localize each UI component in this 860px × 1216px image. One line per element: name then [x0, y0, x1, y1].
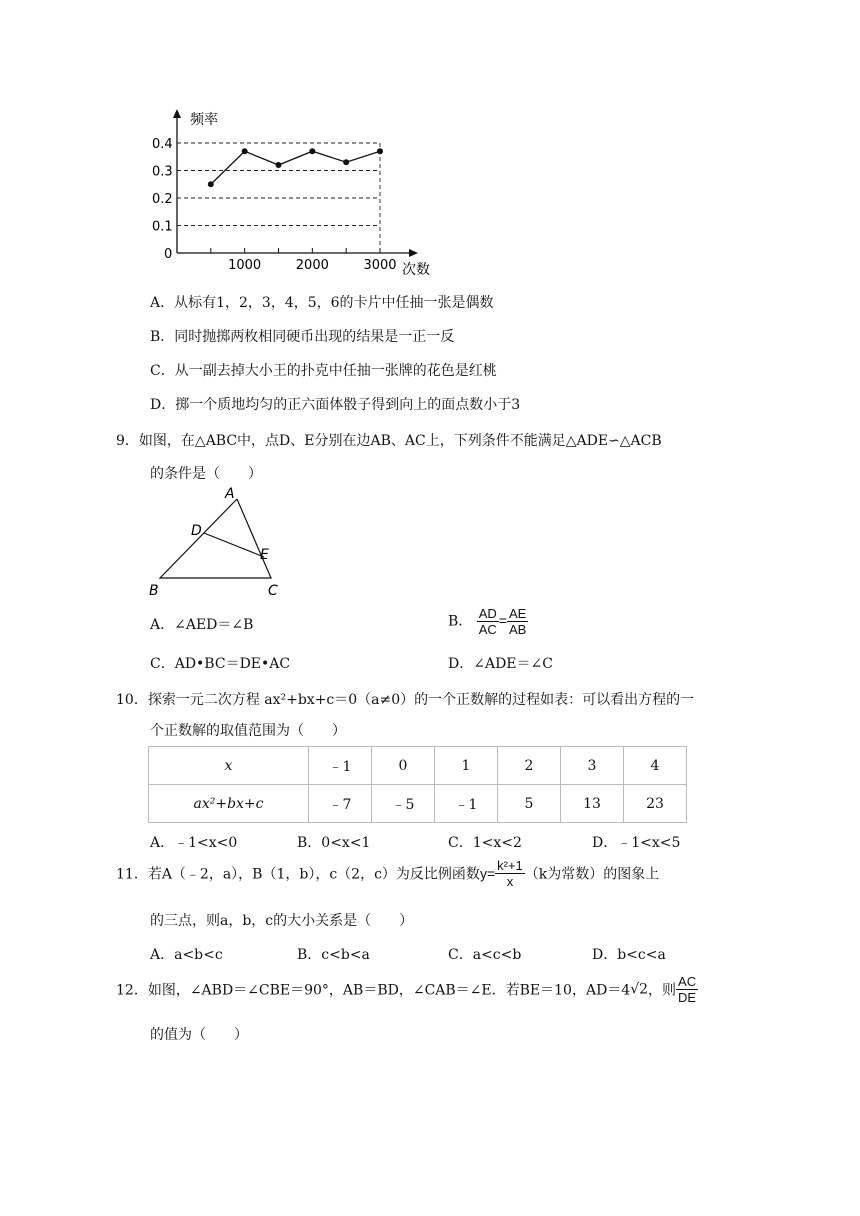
q8-option-b: B．同时抛掷两枚相同硬币出现的结果是一正一反: [150, 329, 455, 345]
q9-option-a: A．∠AED＝∠B: [150, 617, 254, 633]
data-point: [276, 162, 282, 168]
q9-stem-line1: [116, 430, 662, 450]
y-tick-label: 0: [164, 247, 173, 262]
table-head-x: x: [149, 747, 309, 785]
table-cell: 0: [372, 747, 435, 785]
label-e: E: [260, 547, 269, 563]
table-cell: 2: [498, 747, 561, 785]
q11-option-c: C．a<c<b: [448, 947, 522, 963]
q8-option-a: A．从标有1，2，3，4，5，6的卡片中任抽一张是偶数: [150, 295, 494, 311]
q10-stem-line1: 10．探索一元二次方程 ax²+bx+c＝0（a≠0）的一个正数解的过程如表：可以看出方程的一: [116, 692, 695, 708]
q9-option-d: D．∠ADE＝∠C: [448, 656, 553, 672]
y-tick-label: 0.4: [152, 137, 173, 152]
equals-sign: =: [498, 612, 507, 629]
q11-option-a: A．a<b<c: [150, 947, 223, 963]
table-cell: ﹣7: [309, 785, 372, 823]
q11-stem-line1: [116, 858, 659, 889]
q8-option-c: C．从一副去掉大小王的扑克中任抽一张牌的花色是红桃: [150, 363, 497, 379]
triangle-abc: [160, 499, 271, 578]
data-point: [343, 159, 349, 165]
y-axis-label: 频率: [190, 112, 218, 128]
frequency-chart: [140, 104, 460, 284]
q10-stem-line2: 个正数解的取值范围为（ ）: [150, 723, 346, 739]
segment-de: [204, 533, 264, 557]
fraction-ad-ac: $\frac{AD}{AC}$: [478, 606, 497, 637]
y-tick-label: 0.3: [152, 164, 173, 180]
q9-number: 9．: [116, 433, 139, 449]
q11-text-pre: 11．若A（﹣2，a），B（1，b），c（2，c）为反比例函数: [116, 866, 480, 883]
values-table: [148, 746, 687, 823]
x-axis-label: 次数: [402, 262, 430, 278]
table-row: [149, 747, 687, 785]
q9-text: 如图，在△ABC中，点D、E分别在边AB、AC上，下列条件不能满足△ADE∽△ACB: [138, 433, 662, 449]
table-cell: 3: [561, 747, 624, 785]
q12-text-mid: ，则: [648, 982, 677, 999]
table-row: [149, 785, 687, 823]
q9-option-b: [448, 606, 528, 637]
q12-stem-line1: [116, 974, 698, 1005]
label-b: B: [149, 583, 159, 599]
series-line: [211, 151, 380, 184]
q10-option-d: D．﹣1<x<5: [592, 835, 681, 851]
y-tick-label: 0.2: [152, 192, 173, 207]
label-d: D: [191, 523, 202, 539]
x-tick-label: 2000: [295, 258, 329, 273]
q9-option-b-prefix: B．: [448, 613, 473, 630]
q11-y-eq: y=: [479, 865, 496, 882]
fraction-ac-de: $\frac{AC}{DE}$: [678, 974, 697, 1005]
data-point: [208, 181, 214, 187]
table-head-expr: ax²+bx+c: [149, 785, 309, 823]
q9-stem-line2: 的条件是（ ）: [150, 466, 262, 482]
q9-option-c: C．AD•BC＝DE•AC: [150, 656, 291, 672]
sqrt-2: √2: [630, 981, 649, 998]
x-tick-label: 1000: [228, 258, 262, 273]
fraction-k2plus1-over-x: $\frac{\text{k²+1}}{x}$: [497, 858, 523, 889]
table-cell: 5: [498, 785, 561, 823]
data-point: [377, 148, 383, 154]
x-tick-label: 3000: [363, 258, 397, 273]
q11-option-d: D．b<c<a: [592, 947, 666, 963]
y-tick-label: 0.1: [152, 219, 173, 235]
table-cell: ﹣5: [372, 785, 435, 823]
table-cell: 1: [435, 747, 498, 785]
q8-option-d: D．掷一个质地均匀的正六面体骰子得到向上的面点数小于3: [150, 397, 521, 413]
data-point: [309, 148, 315, 154]
q12-stem-line2: 的值为（ ）: [150, 1027, 248, 1043]
q10-option-b: B．0<x<1: [297, 835, 371, 851]
data-point: [242, 148, 248, 154]
q11-text-post: （k为常数）的图象上: [524, 866, 660, 883]
q12-text-pre: 12．如图，∠ABD＝∠CBE＝90°，AB＝BD，∠CAB＝∠E．若BE＝10，AD＝4: [116, 982, 631, 999]
table-cell: 23: [624, 785, 687, 823]
q10-option-a: A．﹣1<x<0: [150, 835, 238, 851]
label-a: A: [225, 486, 235, 502]
table-cell: 4: [624, 747, 687, 785]
table-cell: ﹣1: [309, 747, 372, 785]
triangle-figure: [144, 484, 294, 600]
x-axis-arrow: [409, 249, 418, 257]
q10-option-c: C．1<x<2: [448, 835, 522, 851]
fraction-ae-ab: $\frac{AE}{AB}$: [509, 606, 527, 637]
table-cell: ﹣1: [435, 785, 498, 823]
table-cell: 13: [561, 785, 624, 823]
q11-option-b: B．c<b<a: [297, 947, 370, 963]
q11-stem-line2: 的三点，则a，b，c的大小关系是（ ）: [150, 913, 414, 929]
label-c: C: [268, 583, 278, 599]
y-axis-arrow: [173, 109, 181, 118]
